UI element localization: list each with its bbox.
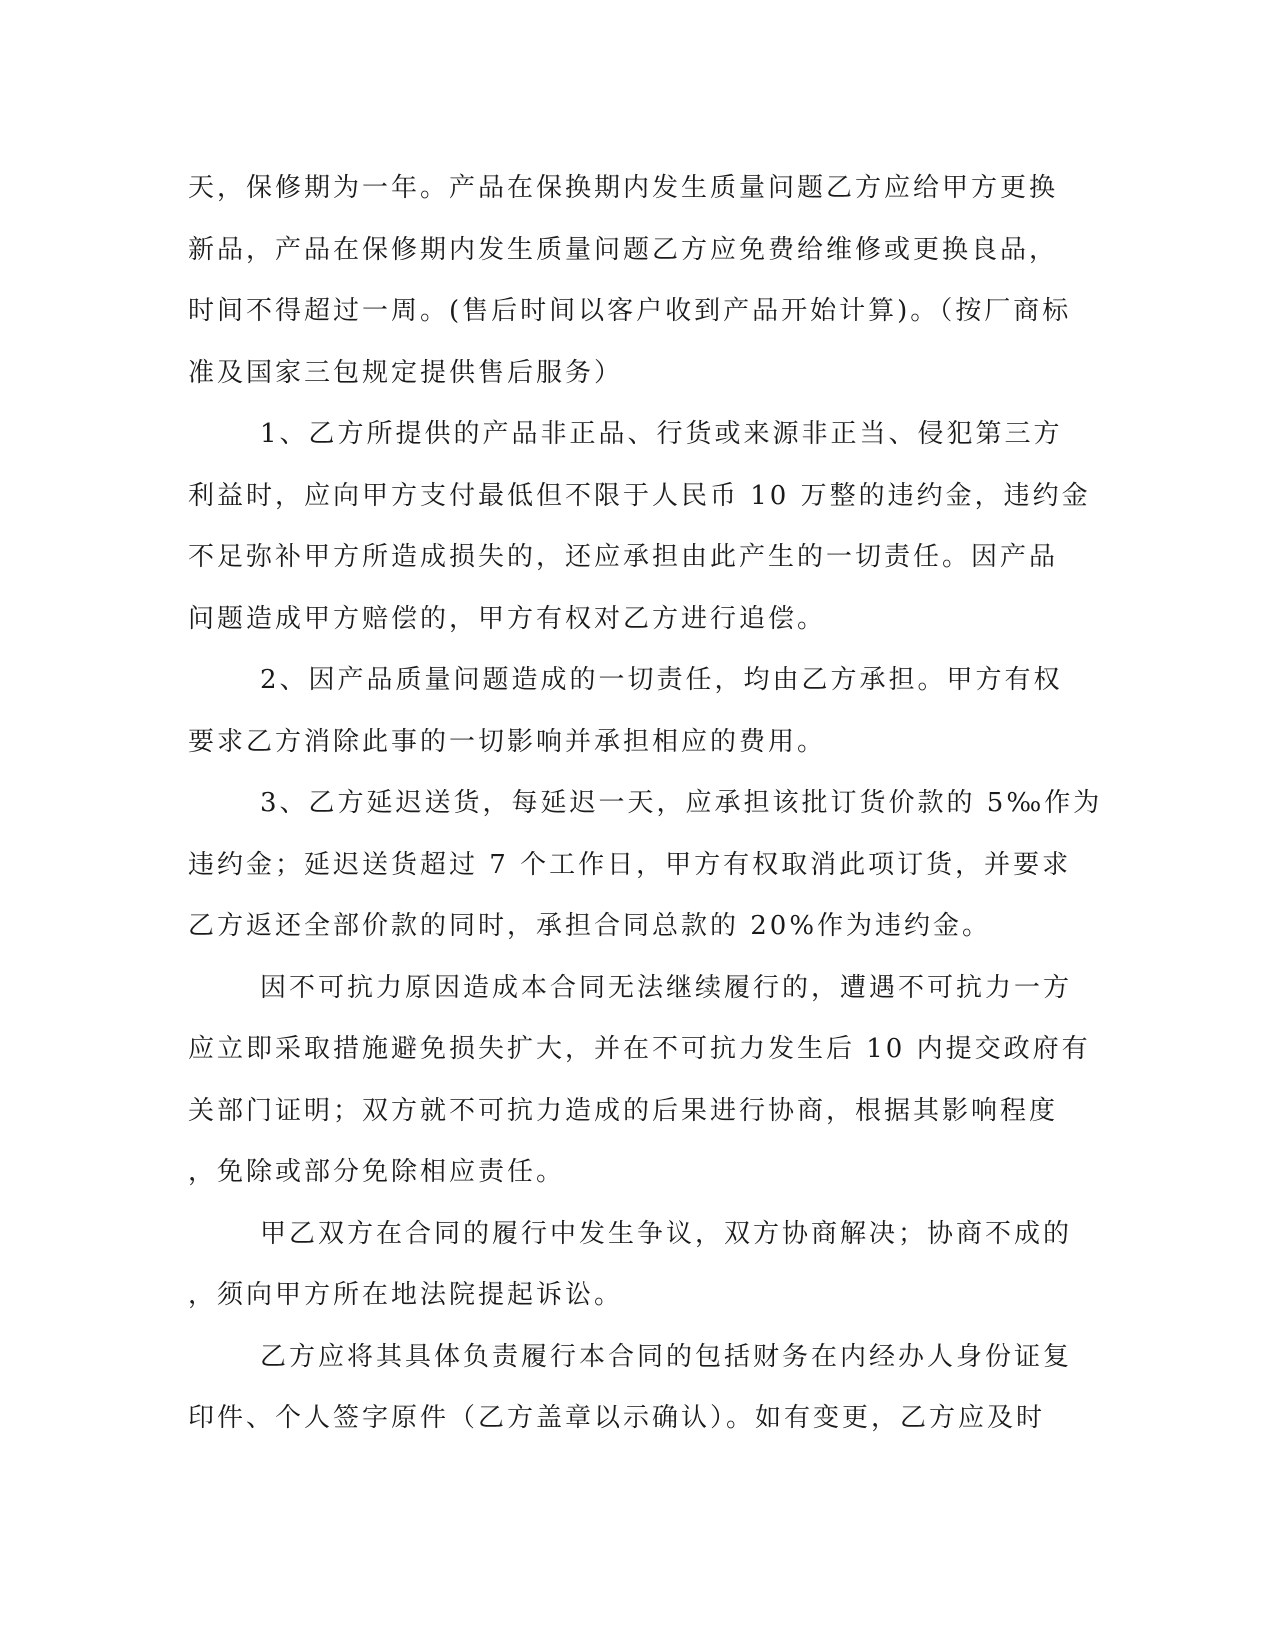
document-body [188, 158, 1103, 1450]
text-line: 新品，产品在保修期内发生质量问题乙方应免费给维修或更换良品， [188, 234, 1059, 265]
text-line: 应立即采取措施避免损失扩大，并在不可抗力发生后 10 内提交政府有 [188, 1034, 1091, 1064]
text-line: 印件、个人签字原件（乙方盖章以示确认）。如有变更，乙方应及时 [188, 1403, 1046, 1433]
text-line: ，须向甲方所在地法院提起诉讼。 [188, 1280, 624, 1310]
text-line: 乙方返还全部价款的同时，承担合同总款的 20%作为违约金。 [188, 911, 992, 941]
text-line: 问题造成甲方赔偿的，甲方有权对乙方进行追偿。 [188, 603, 827, 634]
text-line: 准及国家三包规定提供售后服务） [188, 357, 624, 388]
text-line: 乙方应将其具体负责履行本合同的包括财务在内经办人身份证复 [260, 1341, 1073, 1372]
text-line: 天，保修期为一年。产品在保换期内发生质量问题乙方应给甲方更换 [188, 173, 1059, 203]
text-line: 违约金；延迟送货超过 7 个工作日，甲方有权取消此项订货，并要求 [188, 849, 1072, 880]
text-line: 1、乙方所提供的产品非正品、行货或来源非正当、侵犯第三方 [260, 419, 1063, 449]
text-line: 甲乙双方在合同的履行中发生争议，双方协商解决；协商不成的 [260, 1218, 1073, 1249]
text-line: 2、因产品质量问题造成的一切责任，均由乙方承担。甲方有权 [260, 665, 1063, 695]
text-line: 关部门证明；双方就不可抗力造成的后果进行协商，根据其影响程度 [188, 1095, 1059, 1126]
text-line: 利益时，应向甲方支付最低但不限于人民币 10 万整的违约金，违约金 [188, 480, 1091, 511]
text-line: 不足弥补甲方所造成损失的，还应承担由此产生的一切责任。因产品 [188, 542, 1059, 572]
text-line: 3、乙方延迟送货，每延迟一天，应承担该批订货价款的 5‰作为 [260, 788, 1103, 818]
text-line: ，免除或部分免除相应责任。 [188, 1157, 566, 1187]
text-line: 因不可抗力原因造成本合同无法继续履行的，遭遇不可抗力一方 [260, 972, 1073, 1003]
text-line: 时间不得超过一周。(售后时间以客户收到产品开始计算)。（按厂商标 [188, 296, 1072, 326]
text-line: 要求乙方消除此事的一切影响并承担相应的费用。 [188, 726, 827, 757]
